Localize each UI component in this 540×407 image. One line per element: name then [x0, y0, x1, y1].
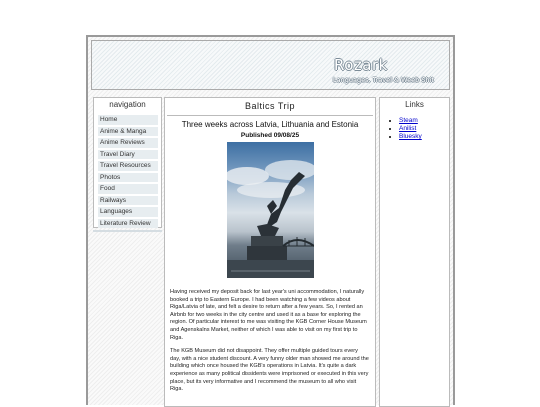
post-date: Published 09/08/25 [240, 132, 300, 139]
post-title: Three weeks across Latvia, Lithuania and Estonia [181, 120, 359, 129]
nav-item-anime-reviews[interactable]: Anime Reviews [98, 138, 158, 148]
nav-item-food[interactable]: Food [98, 184, 158, 194]
links-list-item [399, 117, 449, 125]
site-title[interactable]: Rozark [334, 56, 388, 74]
nav-item-railways[interactable]: Railways [98, 196, 158, 206]
navigation-divider [93, 230, 162, 232]
title-divider [167, 115, 373, 116]
links-list-item [399, 133, 449, 141]
navigation-list [94, 115, 161, 228]
steam-link[interactable]: Steam [399, 117, 418, 124]
links-heading: Links [405, 100, 424, 109]
monument-photo-illustration [227, 142, 314, 278]
anilist-link[interactable]: Anilist [399, 125, 417, 132]
links-list [380, 117, 449, 141]
navigation-panel [93, 97, 162, 228]
monument-photo [227, 142, 314, 278]
nav-item-anime-manga[interactable]: Anime & Manga [98, 127, 158, 137]
main-content[interactable] [164, 97, 376, 407]
nav-item-literature-review[interactable]: Literature Review [98, 219, 158, 229]
site-banner [91, 40, 450, 90]
links-panel [379, 97, 450, 407]
page-title: Baltics Trip [244, 101, 295, 111]
nav-item-travel-diary[interactable]: Travel Diary [98, 150, 158, 160]
links-list-item [399, 125, 449, 133]
bluesky-link[interactable]: Bluesky [399, 133, 422, 140]
nav-item-home[interactable]: Home [98, 115, 158, 125]
post-paragraph: Having received my deposit back for last year's uni accommodation, I naturally booked a trip to Eastern Europe. I had been watching a few videos about Riga/Latvia of late, and felt a desire to return after a few years. So, I rented an Airbnb for two weeks in the city centre and used it as a base for exploring the region. Of particular interest to me was visiting the KGB Corner House Museum and Agenskalns Market, neither of which I was able to visit on my first trip to Riga. [170, 289, 367, 341]
nav-item-travel-resources[interactable]: Travel Resources [98, 161, 158, 171]
nav-item-languages[interactable]: Languages [98, 207, 158, 217]
post-paragraph: The KGB Museum did not disappoint. They offer multiple guided tours every day, with a nice student discount. A very funny older man showed me around the building which once housed the KGB's operations in Latvia. It's quite a dark experience as many political dissidents were imprisoned or executed in this very place, but its very informative and I recommend the museum to all who visit Riga. [170, 348, 369, 393]
navigation-heading: navigation [109, 100, 146, 109]
site-subtitle: Languages, Travel & Weeb Shit [333, 76, 434, 84]
nav-item-photos[interactable]: Photos [98, 173, 158, 183]
page-frame [86, 35, 455, 405]
